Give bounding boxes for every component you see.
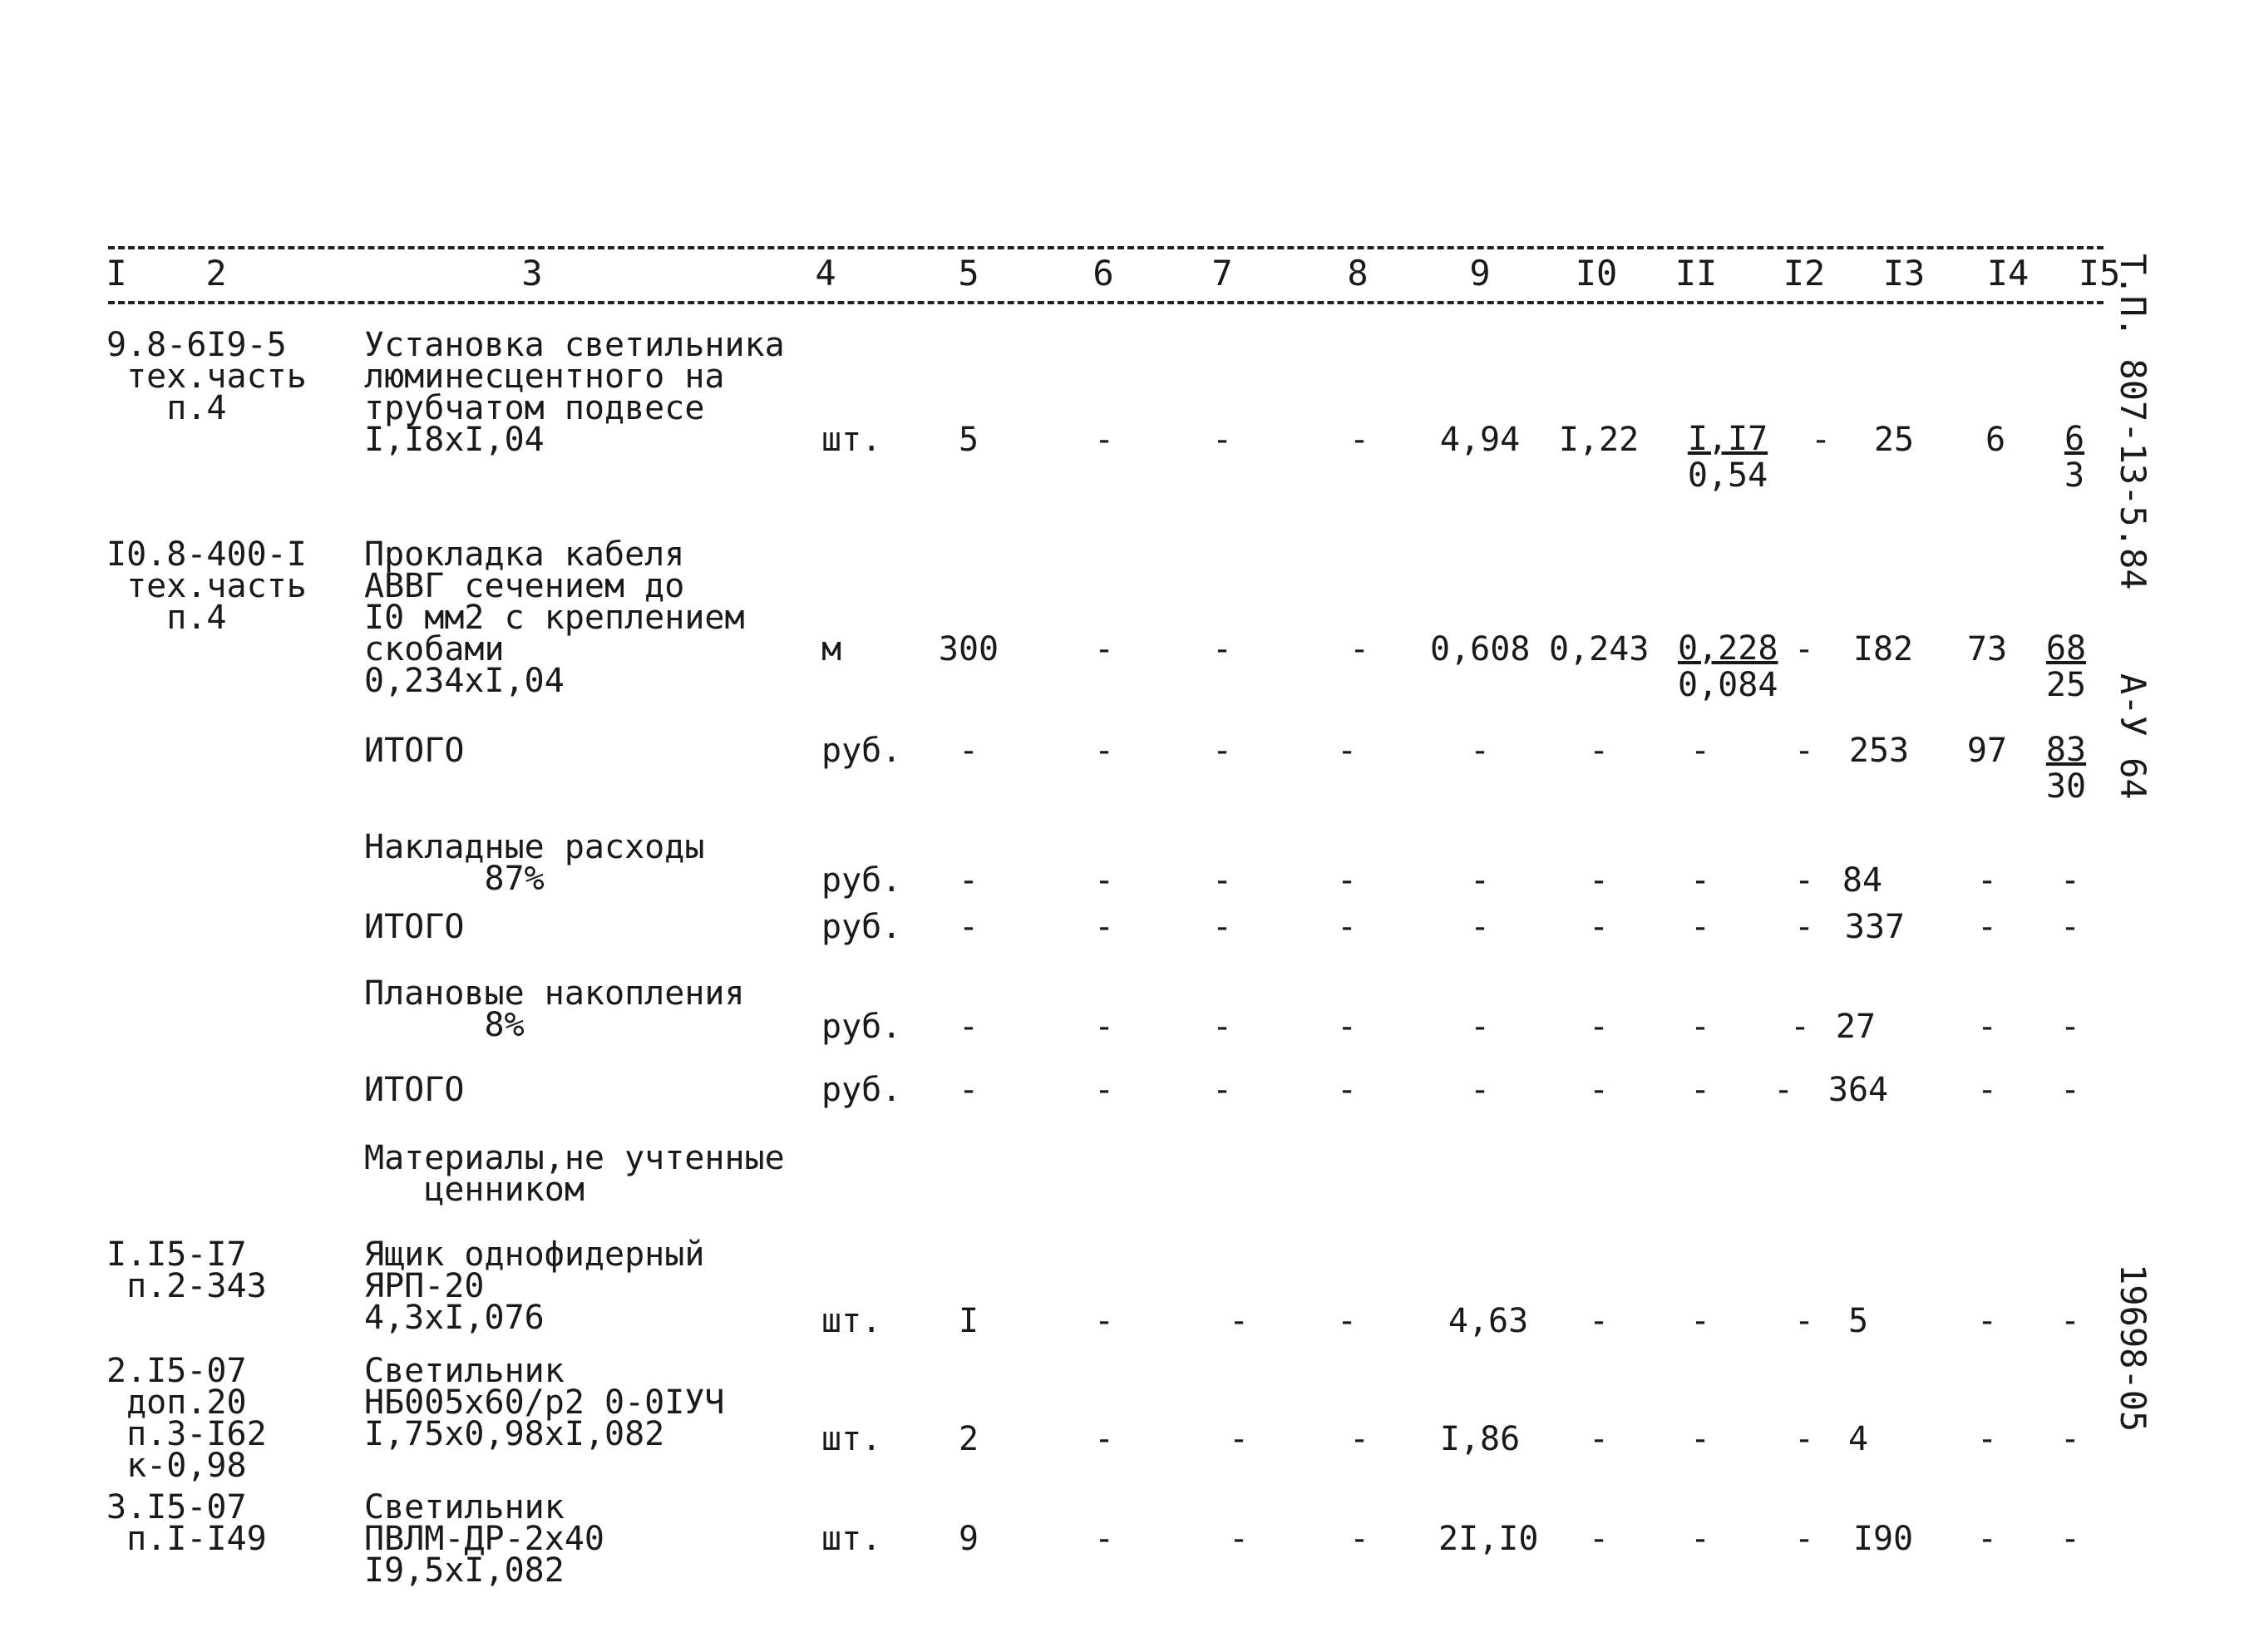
side-sheet-number: А-У 64 — [2113, 673, 2153, 800]
cell-col11: - — [1689, 1008, 1711, 1046]
row-description: Установка светильника люминесцентного на трубчатом подвесе I,I8xI,04 — [364, 326, 785, 459]
header-col-7: 7 — [1211, 253, 1233, 293]
row-unit: шт. — [821, 1302, 882, 1340]
side-inventory-number: 19698-05 — [2113, 1264, 2153, 1433]
cell-col15: - — [2059, 1071, 2081, 1109]
cell-col12: - — [1793, 1302, 1815, 1340]
row-code: I.I5-I7 п.2-343 — [106, 1235, 267, 1305]
row-description: Светильник НБ005x60/р2 0-0IУЧ I,75x0,98xI,082 — [364, 1352, 725, 1453]
cell-col14: - — [1976, 1420, 1998, 1458]
cell-col10: I,22 — [1558, 421, 1640, 459]
row-description: ИТОГО — [364, 908, 465, 946]
row-unit: руб. — [821, 908, 902, 946]
cell-col15: - — [2059, 1520, 2081, 1558]
cell-col12: - — [1793, 1520, 1815, 1558]
cell-col7: - — [1211, 732, 1233, 770]
cell-col12: - — [1789, 1008, 1811, 1046]
fraction-denominator: 25 — [2045, 666, 2087, 704]
row-code: 9.8-6I9-5 тех.часть п.4 — [106, 326, 307, 427]
row-unit: шт. — [821, 1420, 882, 1458]
cell-col10: - — [1588, 861, 1610, 900]
cell-col11: - — [1689, 908, 1711, 946]
cell-col12: - — [1793, 732, 1815, 770]
fraction-denominator: 0,084 — [1678, 666, 1778, 704]
cell-col5: - — [958, 1008, 979, 1046]
cell-col7: - — [1211, 861, 1233, 900]
cell-col13: 84 — [1842, 861, 1883, 900]
fraction-denominator: 0,54 — [1687, 456, 1768, 495]
cell-col6: - — [1093, 1520, 1115, 1558]
cell-col11: - — [1689, 1302, 1711, 1340]
cell-col8: - — [1336, 861, 1358, 900]
row-code: 2.I5-07 доп.20 п.3-I62 к-0,98 — [106, 1352, 267, 1485]
cell-col8: - — [1349, 630, 1370, 668]
cell-col11: - — [1689, 1420, 1711, 1458]
side-doc-code: Т.П. 807-13-5.84 — [2113, 254, 2153, 590]
cell-col7: - — [1228, 1520, 1250, 1558]
cell-col8: - — [1336, 908, 1358, 946]
cell-col5: 5 — [958, 421, 979, 459]
row-unit: руб. — [821, 861, 902, 900]
cell-col12: - — [1793, 1420, 1815, 1458]
cell-col6: - — [1093, 861, 1115, 900]
row-unit: шт. — [821, 1520, 882, 1558]
cell-col11: - — [1689, 1520, 1711, 1558]
row-unit: шт. — [821, 421, 882, 459]
row-description: Прокладка кабеля АВВГ сечением до I0 мм2 с креплением скобами 0,234xI,04 — [364, 535, 745, 700]
cell-col12: - — [1810, 421, 1832, 459]
cell-col14: - — [1976, 908, 1998, 946]
header-col-3: 3 — [521, 253, 543, 293]
header-col-5: 5 — [958, 253, 979, 293]
cell-col10: - — [1588, 1302, 1610, 1340]
cell-col11: - — [1689, 1071, 1711, 1109]
cell-col9: 2I,I0 — [1438, 1520, 1539, 1558]
fraction-numerator: 68 — [2045, 629, 2087, 668]
cell-col10: - — [1588, 732, 1610, 770]
cell-col15: - — [2059, 1420, 2081, 1458]
cell-col13: 364 — [1827, 1071, 1889, 1109]
cell-col14: 97 — [1966, 732, 2008, 770]
cell-col15: - — [2059, 1008, 2081, 1046]
cell-col9: I,86 — [1439, 1420, 1521, 1458]
cell-col13: 5 — [1847, 1302, 1869, 1340]
cell-col13: 337 — [1844, 908, 1906, 946]
cell-col7: - — [1211, 908, 1233, 946]
header-col-8: 8 — [1347, 253, 1369, 293]
fraction-numerator: 6 — [2064, 420, 2085, 458]
cell-col12: - — [1793, 908, 1815, 946]
cell-col5: 300 — [938, 630, 999, 668]
header-col-2: 2 — [205, 253, 227, 293]
cell-col11: - — [1689, 861, 1711, 900]
cell-col8: - — [1336, 1302, 1358, 1340]
cell-col9: - — [1469, 732, 1491, 770]
row-description: Плановые накопления 8% — [364, 974, 745, 1044]
header-col-1: I — [106, 253, 127, 293]
cell-col11-fraction — [1678, 421, 1778, 494]
header-col-10: I0 — [1575, 253, 1618, 293]
cell-col6: - — [1093, 421, 1115, 459]
cell-col10: - — [1588, 1420, 1610, 1458]
cell-col13: I90 — [1852, 1520, 1914, 1558]
cell-col12: - — [1773, 1071, 1794, 1109]
header-col-13: I3 — [1882, 253, 1926, 293]
cell-col14: - — [1976, 1520, 1998, 1558]
cell-col7: - — [1211, 421, 1233, 459]
row-description: Материалы,не учтенные ценником — [364, 1139, 785, 1209]
cell-col14: - — [1976, 1302, 1998, 1340]
cell-col8: - — [1336, 1071, 1358, 1109]
cell-col10: - — [1588, 1008, 1610, 1046]
header-top-line — [108, 246, 2104, 249]
cell-col7: - — [1211, 1008, 1233, 1046]
cell-col6: - — [1093, 630, 1115, 668]
header-col-15: I5 — [2078, 253, 2121, 293]
header-col-9: 9 — [1469, 253, 1491, 293]
fraction-numerator: 83 — [2045, 731, 2087, 769]
cell-col7: - — [1228, 1420, 1250, 1458]
cell-col5: 9 — [958, 1520, 979, 1558]
fraction-numerator: I,I7 — [1687, 420, 1768, 458]
row-unit: руб. — [821, 1071, 902, 1109]
cell-col14: 73 — [1966, 630, 2008, 668]
cell-col5: - — [958, 908, 979, 946]
cell-col8: - — [1349, 1520, 1370, 1558]
cell-col9: 0,608 — [1430, 630, 1531, 668]
cell-col13: 27 — [1835, 1008, 1877, 1046]
row-unit: руб. — [821, 732, 902, 770]
cell-col9: - — [1469, 861, 1491, 900]
row-description: ИТОГО — [364, 1071, 465, 1109]
fraction-denominator: 3 — [2064, 456, 2085, 495]
cell-col12: - — [1793, 630, 1815, 668]
cell-col11: - — [1689, 732, 1711, 770]
row-description: Светильник ПВЛМ-ДР-2x40 I9,5xI,082 — [364, 1488, 604, 1590]
cell-col12: - — [1793, 861, 1815, 900]
cell-col6: - — [1093, 732, 1115, 770]
cell-col8: - — [1336, 1008, 1358, 1046]
cell-col15-fraction — [2016, 732, 2116, 805]
row-unit: руб. — [821, 1008, 902, 1046]
cell-col15-fraction — [2016, 630, 2116, 703]
cell-col5: - — [958, 861, 979, 900]
cell-col6: - — [1093, 1008, 1115, 1046]
header-col-14: I4 — [1986, 253, 2030, 293]
cell-col15: - — [2059, 1302, 2081, 1340]
fraction-numerator: 0,228 — [1678, 629, 1778, 668]
header-col-4: 4 — [815, 253, 836, 293]
cell-col15: - — [2059, 861, 2081, 900]
row-description: Накладные расходы 87% — [364, 828, 705, 898]
cell-col5: I — [958, 1302, 979, 1340]
row-code: 3.I5-07 п.I-I49 — [106, 1488, 267, 1558]
cell-col7: - — [1211, 1071, 1233, 1109]
cell-col5: 2 — [958, 1420, 979, 1458]
cell-col15-fraction — [2025, 421, 2124, 494]
cell-col9: 4,63 — [1448, 1302, 1529, 1340]
cell-col9: 4,94 — [1439, 421, 1521, 459]
cell-col8: - — [1349, 1420, 1370, 1458]
header-col-11: II — [1674, 253, 1718, 293]
cell-col13: I82 — [1852, 630, 1914, 668]
fraction-denominator: 30 — [2045, 767, 2087, 806]
cell-col14: 6 — [1985, 421, 2006, 459]
cell-col9: - — [1469, 908, 1491, 946]
header-bottom-line — [108, 301, 2104, 304]
cell-col10: - — [1588, 1520, 1610, 1558]
cell-col9: - — [1469, 1008, 1491, 1046]
cell-col5: - — [958, 1071, 979, 1109]
cell-col14: - — [1976, 861, 1998, 900]
cell-col5: - — [958, 732, 979, 770]
cell-col6: - — [1093, 1071, 1115, 1109]
cell-col7: - — [1211, 630, 1233, 668]
cell-col13: 4 — [1847, 1420, 1869, 1458]
cell-col14: - — [1976, 1008, 1998, 1046]
cell-col6: - — [1093, 908, 1115, 946]
cell-col10: 0,243 — [1549, 630, 1650, 668]
header-col-12: I2 — [1783, 253, 1826, 293]
cell-col6: - — [1093, 1420, 1115, 1458]
row-unit: м — [821, 630, 842, 668]
cell-col9: - — [1469, 1071, 1491, 1109]
cell-col15: - — [2059, 908, 2081, 946]
cell-col6: - — [1093, 1302, 1115, 1340]
cell-col7: - — [1228, 1302, 1250, 1340]
cell-col10: - — [1588, 908, 1610, 946]
row-description: Ящик однофидерный ЯРП-20 4,3xI,076 — [364, 1235, 705, 1337]
row-description: ИТОГО — [364, 732, 465, 770]
cell-col13: 253 — [1848, 732, 1910, 770]
header-col-6: 6 — [1092, 253, 1114, 293]
cell-col8: - — [1336, 732, 1358, 770]
cell-col10: - — [1588, 1071, 1610, 1109]
cell-col14: - — [1976, 1071, 1998, 1109]
row-code: I0.8-400-I тех.часть п.4 — [106, 535, 307, 637]
cell-col13: 25 — [1873, 421, 1915, 459]
cell-col8: - — [1349, 421, 1370, 459]
